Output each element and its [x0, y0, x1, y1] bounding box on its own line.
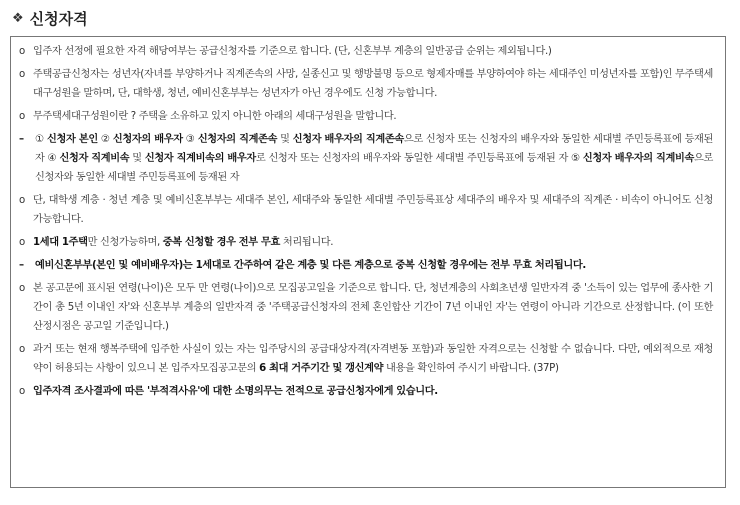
bold-text-segment: 신청자의 직계존속 [197, 134, 278, 145]
text-segment: 및 [277, 134, 293, 145]
text-segment: 단, 대학생 계층 · 청년 계층 및 예비신혼부부는 세대주 본인, 세대주와 동일한 세대별 주민등록표상 세대주의 배우자 및 세대주의 직계존 · 비속이 아니어도 신청 가능합니다. [33, 195, 713, 225]
text-segment: 처리됩니다. [279, 237, 334, 248]
list-item [19, 107, 713, 126]
sub-list-item [19, 256, 713, 275]
circle-bullet: o [19, 344, 25, 355]
item-text [33, 65, 713, 103]
notice-box [10, 36, 726, 488]
list-item [19, 65, 713, 103]
item-text [33, 42, 713, 61]
circle-bullet: o [19, 237, 25, 248]
item-text [33, 340, 713, 378]
dash-bullet: – [19, 134, 24, 145]
bold-text-segment: 신청자 배우자의 직계존속 [292, 134, 404, 145]
list-item [19, 340, 713, 378]
item-text [35, 130, 713, 187]
text-segment: 주택공급신청자는 성년자(자녀를 부양하거나 직계존속의 사망, 실종신고 및 행방불명 등으로 형제자매를 부양하여야 하는 세대주인 미성년자를 포함)인 무주택세대구성원을 말하며, 단, 대학생, 청년, 예비신혼부부는 성년자가 아닌 경우에도 신청 가능합니다. [33, 69, 713, 99]
bold-text-segment: 신청자 배우자의 직계비속 [582, 153, 695, 164]
circle-bullet: o [19, 111, 25, 122]
circle-bullet: o [19, 46, 25, 57]
bold-text-segment: 입주자격 조사결과에 따른 '부적격사유'에 대한 소명의무는 전적으로 공급신청자에게 있습니다. [33, 386, 438, 397]
list-item [19, 42, 713, 61]
text-segment: 및 [129, 153, 145, 164]
diamond-bullet-icon: ❖ [12, 10, 24, 26]
text-segment: 과거 또는 현재 행복주택에 입주한 사실이 있는 자는 입주당시의 공급대상자격(자격변동 포함)과 동일한 자격으로는 신청할 수 없습니다. 다만, 예외적으로 재청약이 허용되는 사항이 있으니 본 입주자모집공고문의 [33, 344, 713, 374]
text-segment: 본 공고문에 표시된 연령(나이)은 모두 만 연령(나이)으로 모집공고일을 기준으로 합니다. 단, 청년계층의 사회초년생 일반자격 중 '소득이 있는 업무에 종사한 기간이 총 5년 이내인 자'와 신혼부부 계층의 일반자격 중 '주택공급신청자의 전체 혼인합산 기간이 7년 이내인 자'는 연령이 아니라 기간으로 산정합니다. (이 또한 산정시점은 공고일 기준입니다.) [33, 283, 713, 332]
text-segment: 만 신청가능하며, [87, 237, 163, 248]
text-segment: 입주자 선정에 필요한 자격 해당여부는 공급신청자를 기준으로 합니다. (단, 신혼부부 계층의 일반공급 순위는 제외됩니다.) [33, 46, 552, 57]
text-segment: 내용을 확인하여 주시기 바랍니다. (37P) [383, 363, 559, 374]
list-item [19, 382, 713, 401]
item-text [33, 279, 713, 336]
item-text [33, 107, 713, 126]
bold-text-segment: 신청자 직계비속 [59, 153, 130, 164]
item-text [33, 382, 713, 401]
circle-bullet: o [19, 283, 25, 294]
bold-text-segment: 신청자 본인 [47, 134, 98, 145]
text-segment: 무주택세대구성원이란 ? 주택을 소유하고 있지 아니한 아래의 세대구성원을 말합니다. [33, 111, 397, 122]
sub-list-item [19, 130, 713, 187]
dash-bullet: – [19, 260, 24, 271]
text-segment: 으로 신청자와 동일한 세대별 주민등록표에 등재된 자 [35, 153, 713, 183]
text-segment: 으로 신청자 또는 신청자의 배우자와 동일한 세대별 주민등록표에 등재된 자 ④ [35, 134, 714, 164]
text-segment: ② [97, 134, 113, 145]
circle-bullet: o [19, 386, 25, 397]
item-text [33, 191, 713, 229]
circle-bullet: o [19, 195, 25, 206]
list-item [19, 233, 713, 252]
list-item [19, 191, 713, 229]
bold-text-segment: 1세대 1주택 [33, 237, 88, 248]
bold-text-segment: 예비신혼부부(본인 및 예비배우자)는 1세대로 간주하여 같은 계층 및 다른 계층으로 중복 신청할 경우에는 전부 무효 처리됩니다. [35, 260, 586, 271]
text-segment: 로 신청자 또는 신청자의 배우자와 동일한 세대별 주민등록표에 등재된 자 ⑤ [255, 153, 583, 164]
section-title: 신청자격 [29, 9, 88, 28]
bold-text-segment: 6 최대 거주기간 및 갱신계약 [259, 363, 384, 374]
list-item [19, 279, 713, 336]
text-segment: ③ [182, 134, 198, 145]
bold-text-segment: 중복 신청할 경우 전부 무효 [162, 237, 280, 248]
item-text [33, 233, 713, 252]
bold-text-segment: 신청자의 배우자 [112, 134, 183, 145]
item-text [35, 256, 713, 275]
section-header [12, 6, 88, 30]
text-segment: ① [35, 134, 48, 145]
bold-text-segment: 신청자 직계비속의 배우자 [144, 153, 256, 164]
circle-bullet: o [19, 69, 25, 80]
